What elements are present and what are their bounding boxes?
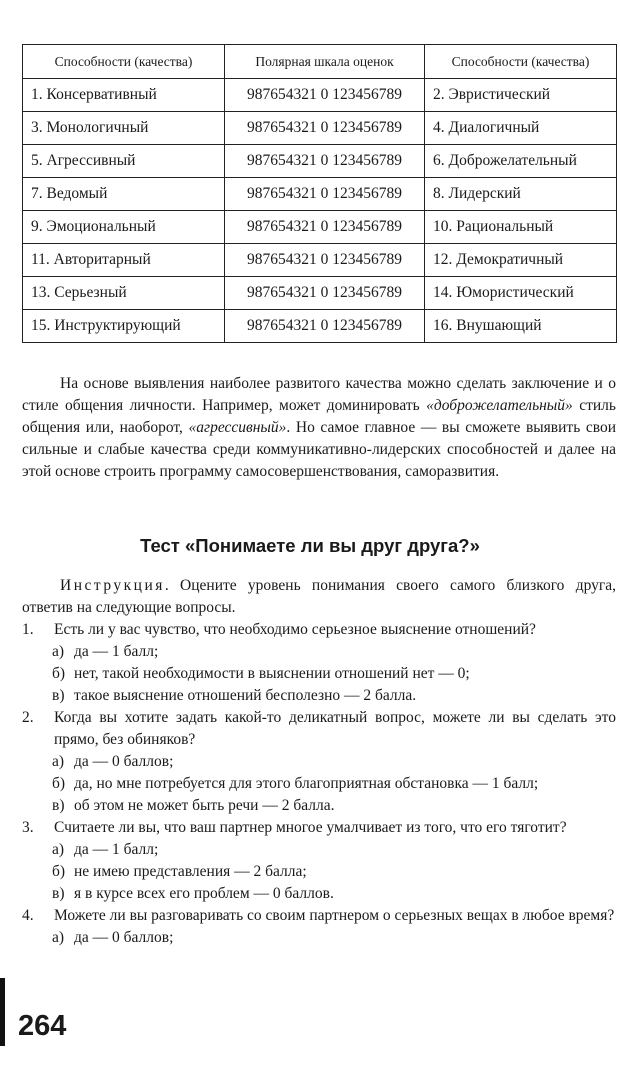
table-row (23, 79, 617, 112)
answer-option (22, 861, 616, 883)
answer-letter: б) (52, 665, 66, 682)
table-header-row (23, 45, 617, 79)
right-quality: 16. Внушающий (425, 310, 617, 343)
right-quality: 4. Диалогичный (425, 112, 617, 145)
answer-option (22, 839, 616, 861)
table-row (23, 244, 617, 277)
answer-option (22, 927, 616, 949)
question-number: 2. (22, 709, 34, 726)
scale-values: 987654321 0 123456789 (225, 277, 425, 310)
answer-text: я в курсе всех его проблем — 0 баллов. (74, 885, 334, 902)
answer-letter: а) (52, 753, 65, 770)
table-row (23, 310, 617, 343)
table-row (23, 112, 617, 145)
scale-values: 987654321 0 123456789 (225, 112, 425, 145)
answer-text: такое выяснение отношений бесполезно — 2 балла. (74, 687, 417, 704)
left-quality: 11. Авторитарный (23, 244, 225, 277)
intro-emphasis-aggressive: «агрессивный» (188, 419, 287, 436)
intro-text-3: . Но самое главное — вы сможете выявить свои сильные и слабые качества среди коммуникативно-лидерских способностей и далее на этой основе строить программу самосовершенствования, саморазвития. (22, 419, 616, 480)
header-left-abilities: Способности (качества) (23, 45, 225, 79)
answer-letter: а) (52, 929, 65, 946)
right-quality: 12. Демократичный (425, 244, 617, 277)
right-quality: 2. Эвристический (425, 79, 617, 112)
scale-values: 987654321 0 123456789 (225, 310, 425, 343)
answer-text: да — 0 баллов; (74, 753, 174, 770)
left-quality: 1. Консервативный (23, 79, 225, 112)
right-quality: 8. Лидерский (425, 178, 617, 211)
header-right-abilities: Способности (качества) (425, 45, 617, 79)
answer-text: не имею представления — 2 балла; (74, 863, 307, 880)
left-quality: 7. Ведомый (23, 178, 225, 211)
test-body (22, 575, 616, 949)
abilities-scale-table (22, 44, 617, 343)
question-number: 4. (22, 907, 34, 924)
answer-text: да — 0 баллов; (74, 929, 174, 946)
scale-values: 987654321 0 123456789 (225, 145, 425, 178)
header-polar-scale: Полярная шкала оценок (225, 45, 425, 79)
page-number: 264 (18, 1010, 67, 1042)
answer-letter: б) (52, 775, 66, 792)
table-row (23, 145, 617, 178)
answer-option (22, 883, 616, 905)
table-row (23, 277, 617, 310)
answer-text: да — 1 балл; (74, 643, 159, 660)
answer-option (22, 663, 616, 685)
left-quality: 5. Агрессивный (23, 145, 225, 178)
right-quality: 14. Юмористический (425, 277, 617, 310)
left-quality: 13. Серьезный (23, 277, 225, 310)
right-quality: 10. Рациональный (425, 211, 617, 244)
intro-text-2: стиль общения или, наоборот, (22, 397, 616, 436)
table-row (23, 211, 617, 244)
left-quality: 3. Монологичный (23, 112, 225, 145)
right-quality: 6. Доброжелательный (425, 145, 617, 178)
answer-option (22, 795, 616, 817)
question-text: Можете ли вы разговаривать со своим партнером о серьезных вещах в любое время? (54, 907, 615, 924)
answer-text: об этом не может быть речи — 2 балла. (74, 797, 335, 814)
question-1 (22, 619, 616, 641)
answer-letter: б) (52, 863, 66, 880)
question-4 (22, 905, 616, 927)
answer-option (22, 751, 616, 773)
instruction-paragraph (22, 575, 616, 619)
answer-text: да, но мне потребуется для этого благоприятная обстановка — 1 балл; (74, 775, 539, 792)
question-number: 3. (22, 819, 34, 836)
scale-values: 987654321 0 123456789 (225, 79, 425, 112)
test-title: Тест «Понимаете ли вы друг друга?» (140, 535, 480, 556)
question-text: Есть ли у вас чувство, что необходимо серьезное выяснение отношений? (54, 621, 536, 638)
answer-text: да — 1 балл; (74, 841, 159, 858)
question-text: Когда вы хотите задать какой-то деликатный вопрос, можете ли вы сделать это прямо, без обиняков? (54, 709, 616, 748)
answer-text: нет, такой необходимости в выяснении отношений нет — 0; (74, 665, 470, 682)
margin-marker-bar (0, 978, 5, 1046)
intro-emphasis-friendly: «доброжелательный» (426, 397, 573, 414)
left-quality: 9. Эмоциональный (23, 211, 225, 244)
intro-text-1: На основе выявления наиболее развитого качества можно сделать заключение и о стиле общения личности. Например, может доминировать (22, 375, 616, 414)
instruction-label: Инструкция (60, 577, 165, 594)
scale-values: 987654321 0 123456789 (225, 244, 425, 277)
question-number: 1. (22, 621, 34, 638)
answer-letter: в) (52, 885, 65, 902)
answer-option (22, 773, 616, 795)
question-2 (22, 707, 616, 751)
question-text: Считаете ли вы, что ваш партнер многое умалчивает из того, что его тяготит? (54, 819, 567, 836)
answer-letter: в) (52, 687, 65, 704)
scale-values: 987654321 0 123456789 (225, 211, 425, 244)
instruction-text: . Оцените уровень понимания своего самого близкого друга, ответив на следующие вопросы. (22, 577, 616, 616)
table-row (23, 178, 617, 211)
answer-letter: а) (52, 643, 65, 660)
answer-letter: в) (52, 797, 65, 814)
answer-option (22, 641, 616, 663)
answer-letter: а) (52, 841, 65, 858)
answer-option (22, 685, 616, 707)
intro-paragraph (22, 373, 616, 483)
left-quality: 15. Инструктирующий (23, 310, 225, 343)
scale-values: 987654321 0 123456789 (225, 178, 425, 211)
question-3 (22, 817, 616, 839)
